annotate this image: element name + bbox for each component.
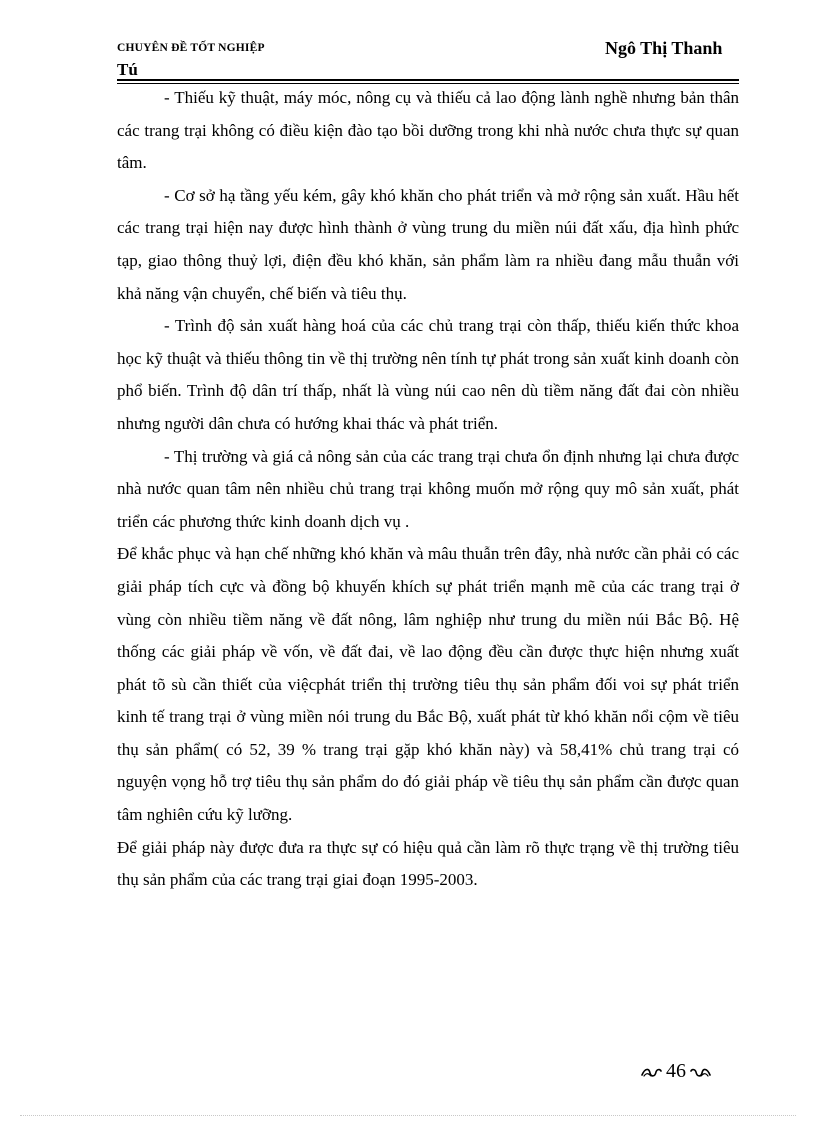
paragraph-weak-infrastructure: - Cơ sở hạ tầng yếu kém, gây khó khăn cho phát triển và mở rộng sản xuất. Hầu hết các trang trại hiện nay được hình thành ở vùng trung du miền núi đất xấu, địa hình phức tạp, giao thông thuỷ lợi, điện đều khó khăn, sản phẩm làm ra nhiều đang mẫu thuẫn với khả năng vận chuyển, chế biến và tiêu thụ. [117,185,739,303]
paragraph-lack-of-technique: - Thiếu kỹ thuật, máy móc, nông cụ và thiếu cả lao động lành nghề nhưng bản thân các trang trại không có điều kiện đào tạo bồi dưỡng trong khi nhà nước chưa thực sự quan tâm. [117,88,739,173]
flourish-right-icon [690,1065,712,1079]
page-bottom-edge [20,1115,796,1116]
paragraph-solutions: Để khắc phục và hạn chế những khó khăn và mâu thuẫn trên đây, nhà nước cần phải có các giải pháp tích cực và đồng bộ khuyến khích sự phát triển mạnh mẽ của các trang trại ở vùng còn nhiều tiềm năng về đất nông, lâm nghiệp như trung du miền núi Bắc Bộ. Hệ thống các giải pháp về vốn, về đất đai, về lao động đều cần được thực hiện nhưng xuất phát tõ sù cần thiết của việcphát triển thị trường tiêu thụ sản phẩm đối voi sự phát triển kinh tế trang trại ở vùng miền nói trung du Bắc Bộ, xuất phát từ khó khăn nổi cộm về tiêu thụ sản phẩm( có 52, 39 % trang trại gặp khó khăn này) và 58,41% chủ trang trại có nguyện vọng hỗ trợ tiêu thụ sản phẩm do đó giải pháp về tiêu thụ sản phẩm cần được quan tâm nghiên cứu kỹ lưỡng. [117,544,739,825]
header-rule-thick [117,79,739,81]
flourish-left-icon [640,1065,662,1079]
header-author-name: Ngô Thị Thanh [605,38,723,58]
header-author-name-continued: Tú [117,60,138,79]
document-body [117,82,739,897]
page-number: 46 [666,1060,686,1082]
paragraph-conclusion: Để giải pháp này được đưa ra thực sự có hiệu quả cần làm rõ thực trạng về thị trường tiêu thụ sản phẩm của các trang trại giai đoạn 1995-2003. [117,837,739,890]
page-footer [640,1060,712,1083]
header-document-type: CHUYÊN ĐỀ TỐT NGHIỆP [117,42,265,54]
paragraph-low-production-skill: - Trình độ sản xuất hàng hoá của các chủ trang trại còn thấp, thiếu kiến thức khoa học kỹ thuật và thiếu thông tin về thị trường nên tính tự phát trong sản xuất kinh doanh còn phổ biến. Trình độ dân trí thấp, nhất là vùng núi cao nên dù tiềm năng đất đai còn nhiều nhưng người dân chưa có hướng khai thác và phát triển. [117,316,739,433]
paragraph-unstable-market: - Thị trường và giá cả nông sản của các trang trại chưa ổn định nhưng lại chưa được nhà nước quan tâm nên nhiều chủ trang trại không muốn mở rộng quy mô sản xuất, phát triển các phương thức kinh doanh dịch vụ . [117,446,739,531]
